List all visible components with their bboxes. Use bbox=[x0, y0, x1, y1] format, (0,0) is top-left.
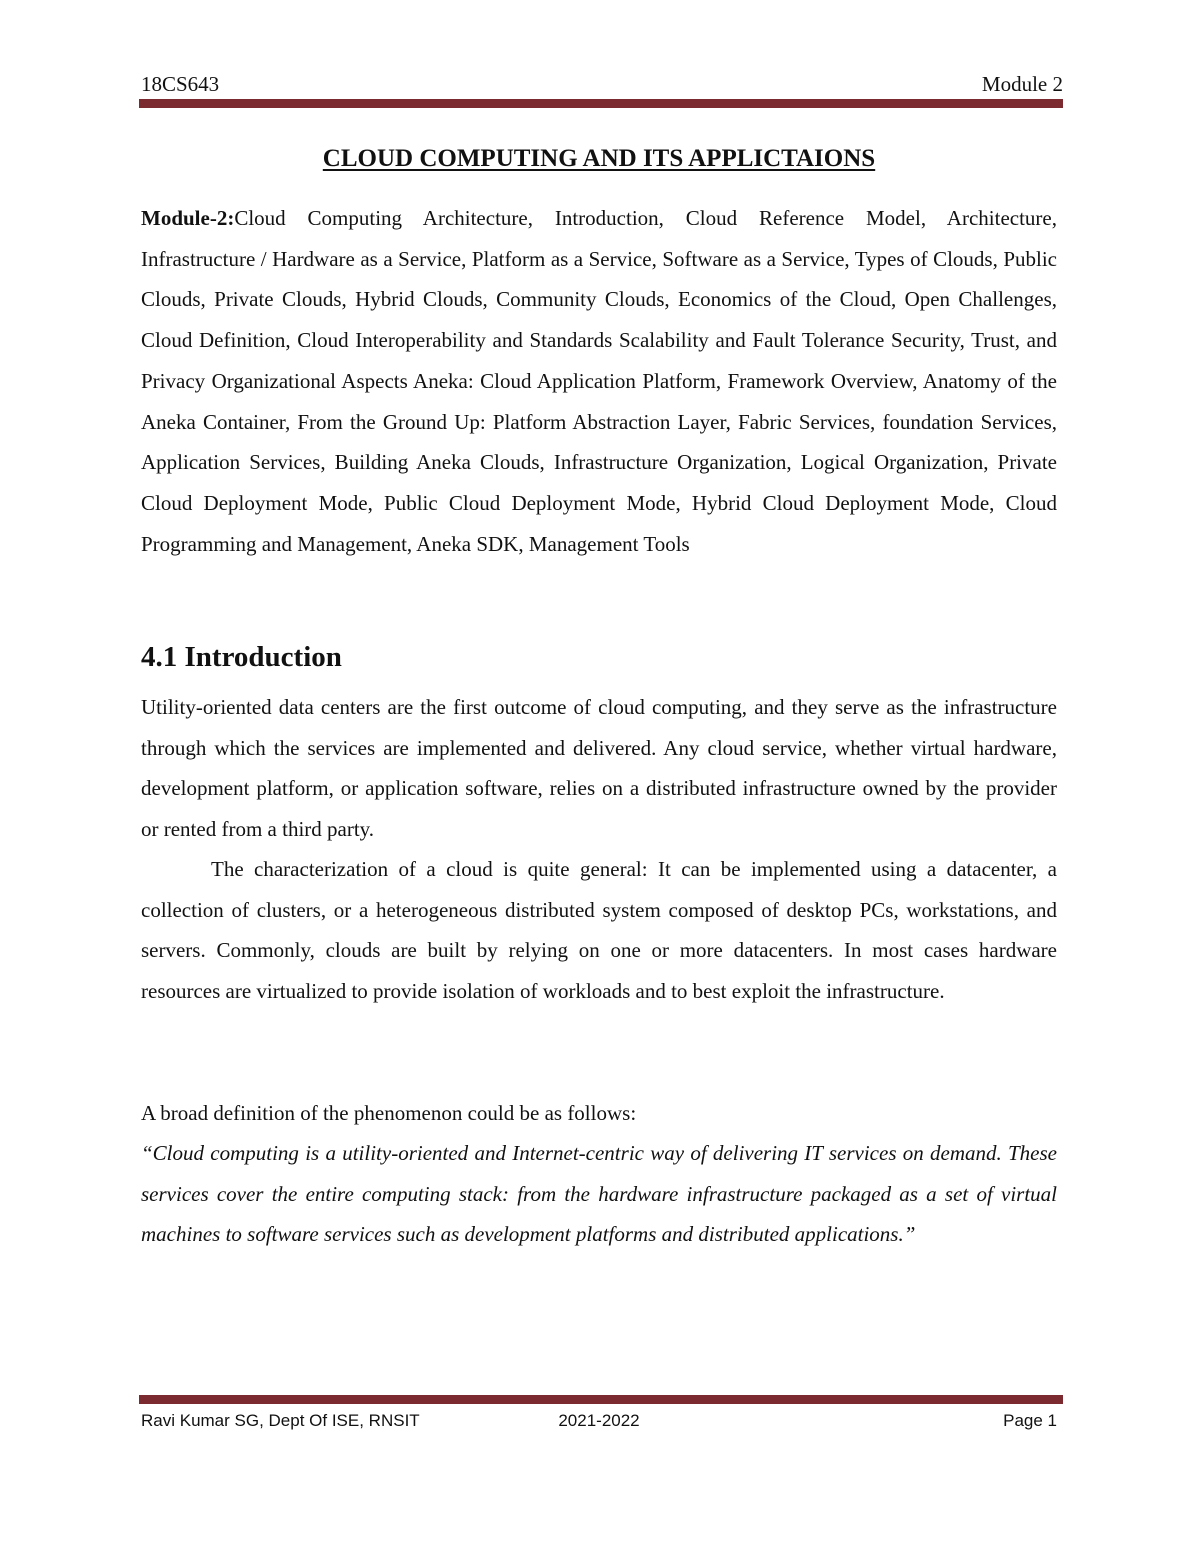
footer-year: 2021-2022 bbox=[558, 1411, 640, 1430]
module-label: Module 2 bbox=[981, 72, 1063, 96]
module-overview-label: Module-2: bbox=[141, 206, 235, 230]
document-title: CLOUD COMPUTING AND ITS APPLICTAIONS bbox=[322, 145, 876, 172]
page-header bbox=[141, 70, 1063, 98]
footer-author: Ravi Kumar SG, Dept Of ISE, RNSIT bbox=[141, 1411, 420, 1430]
definition-lead: A broad definition of the phenomenon could be as follows: bbox=[141, 1101, 637, 1125]
course-code: 18CS643 bbox=[141, 72, 220, 96]
header-rule bbox=[139, 99, 1063, 108]
footer-page-number: Page 1 bbox=[1003, 1411, 1057, 1430]
footer-rule bbox=[139, 1395, 1063, 1404]
definition-quote: “Cloud computing is a utility-oriented and Internet-centric way of delivering IT services on demand. These services cover the entire computing stack: from the hardware infrastructure packaged as a set of virtual machines to software services such as development platforms and distributed applications.” bbox=[141, 1141, 1057, 1247]
module-overview-text: Cloud Computing Architecture, Introduction, Cloud Reference Model, Architecture, Infrastructure / Hardware as a Service, Platform as a Service, Software as a Service, Types of Clouds, Public Clouds, Private Clouds, Hybrid Clouds, Community Clouds, Economics of the Cloud, Open Challenges, Cloud Definition, Cloud Interoperability and Standards Scalability and Fault Tolerance Security, Trust, and Privacy Organizational Aspects Aneka: Cloud Application Platform, Framework Overview, Anatomy of the Aneka Container, From the Ground Up: Platform Abstraction Layer, Fabric Services, foundation Services, Application Services, Building Aneka Clouds, Infrastructure Organization, Logical Organization, Private Cloud Deployment Mode, Public Cloud Deployment Mode, Hybrid Cloud Deployment Mode, Cloud Programming and Management, Aneka SDK, Management Tools bbox=[141, 206, 1057, 556]
module-overview-paragraph bbox=[141, 198, 1057, 564]
section-heading: 4.1 Introduction bbox=[141, 641, 342, 673]
page-footer bbox=[141, 1409, 1057, 1433]
intro-paragraph: Utility-oriented data centers are the first outcome of cloud computing, and they serve as the infrastructure through which the services are implemented and delivered. Any cloud service, whether virtual hardware, development platform, or application software, relies on a distributed infrastructure owned by the provider or rented from a third party. bbox=[141, 695, 1057, 842]
characterization-paragraph: The characterization of a cloud is quite general: It can be implemented using a datacenter, a collection of clusters, or a heterogeneous distributed system composed of desktop PCs, workstations, and servers. Commonly, clouds are built by relying on one or more datacenters. In most cases hardware resources are virtualized to provide isolation of workloads and to best exploit the infrastructure. bbox=[141, 857, 1057, 1004]
